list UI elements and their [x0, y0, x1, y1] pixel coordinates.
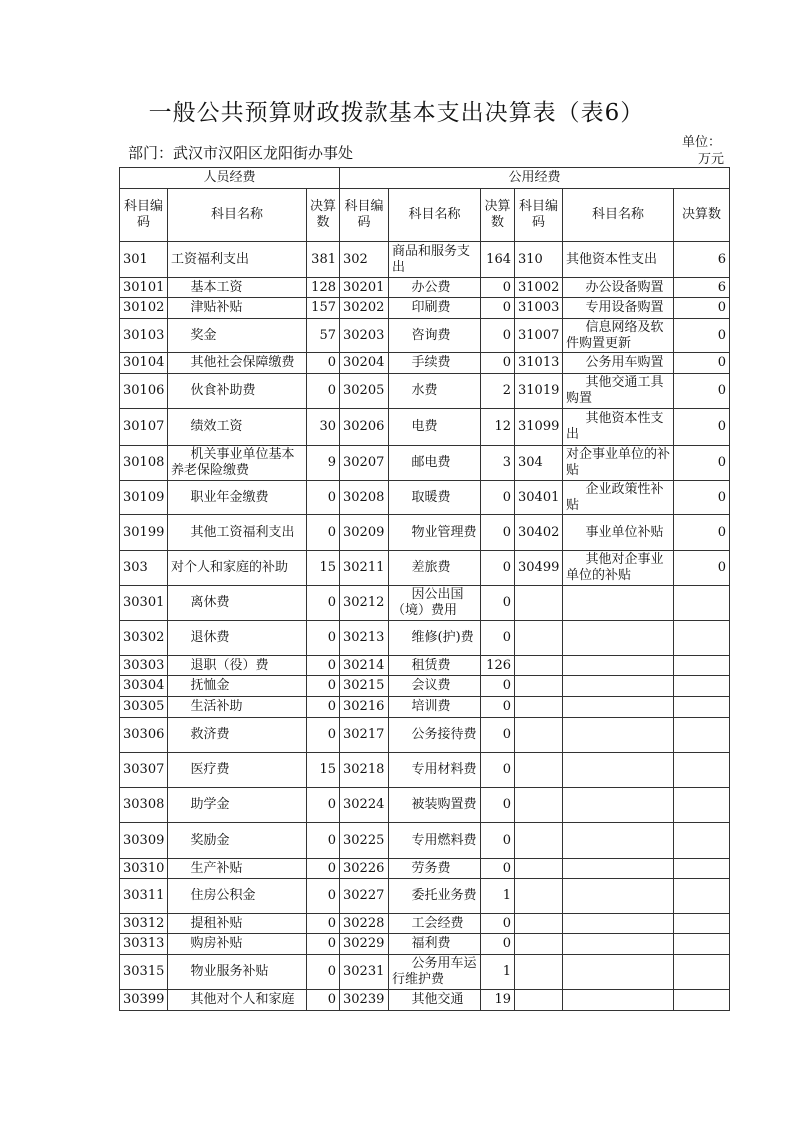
cell-name: 电费	[389, 409, 481, 446]
cell-code: 30101	[120, 278, 168, 298]
cell-amount: 15	[307, 753, 340, 788]
cell-amount: 0	[674, 551, 730, 586]
table-row	[120, 823, 730, 859]
cell-code: 30201	[340, 278, 389, 298]
table-row	[120, 278, 730, 298]
cell-name: 其他工资福利支出	[168, 515, 307, 551]
cell-amount: 0	[307, 859, 340, 879]
table-row	[120, 319, 730, 353]
cell-code: 30225	[340, 823, 389, 859]
cell-name: 奖励金	[168, 823, 307, 859]
cell-code	[515, 788, 563, 823]
cell-name: 办公费	[389, 278, 481, 298]
cell-amount: 0	[307, 515, 340, 551]
table-row	[120, 374, 730, 409]
cell-name: 助学金	[168, 788, 307, 823]
cell-amount: 0	[481, 621, 515, 656]
cell-name: 福利费	[389, 934, 481, 955]
cell-code: 30301	[120, 586, 168, 621]
cell-code: 30106	[120, 374, 168, 409]
cell-name: 租赁费	[389, 656, 481, 676]
cell-code	[515, 586, 563, 621]
cell-code: 30102	[120, 298, 168, 319]
table-row	[120, 621, 730, 656]
group-header-personnel: 人员经费	[120, 168, 340, 189]
cell-name: 工会经费	[389, 914, 481, 934]
cell-code: 30226	[340, 859, 389, 879]
cell-amount: 0	[307, 955, 340, 990]
cell-code: 30216	[340, 697, 389, 718]
table-row	[120, 859, 730, 879]
cell-amount: 0	[307, 914, 340, 934]
cell-name: 机关事业单位基本养老保险缴费	[168, 446, 307, 481]
cell-amount: 128	[307, 278, 340, 298]
cell-amount: 0	[674, 353, 730, 374]
cell-name	[563, 656, 674, 676]
cell-amount: 381	[307, 242, 340, 278]
cell-amount: 0	[307, 697, 340, 718]
cell-code: 302	[340, 242, 389, 278]
cell-name: 绩效工资	[168, 409, 307, 446]
col-header-amount: 决算数	[674, 189, 730, 242]
table-row	[120, 934, 730, 955]
cell-code: 30402	[515, 515, 563, 551]
cell-code: 30228	[340, 914, 389, 934]
cell-amount: 0	[481, 515, 515, 551]
cell-amount: 0	[307, 586, 340, 621]
cell-code: 303	[120, 551, 168, 586]
table-row	[120, 955, 730, 990]
table-row	[120, 879, 730, 914]
table-row	[120, 676, 730, 697]
cell-name: 公务接待费	[389, 718, 481, 753]
cell-amount: 0	[307, 718, 340, 753]
cell-amount: 0	[674, 374, 730, 409]
cell-code: 30199	[120, 515, 168, 551]
col-header-code: 科目编码	[340, 189, 389, 242]
cell-code: 30304	[120, 676, 168, 697]
cell-amount: 0	[307, 676, 340, 697]
cell-name: 对企事业单位的补贴	[563, 446, 674, 481]
cell-code	[515, 955, 563, 990]
cell-amount: 126	[481, 656, 515, 676]
cell-name: 提租补贴	[168, 914, 307, 934]
cell-name: 津贴补贴	[168, 298, 307, 319]
cell-name: 专用材料费	[389, 753, 481, 788]
cell-amount: 0	[481, 753, 515, 788]
cell-code: 30103	[120, 319, 168, 353]
cell-code: 30202	[340, 298, 389, 319]
cell-code	[515, 859, 563, 879]
table-row	[120, 718, 730, 753]
page-title: 一般公共预算财政拨款基本支出决算表（表6）	[148, 100, 645, 126]
cell-amount: 0	[481, 676, 515, 697]
col-header-name: 科目名称	[168, 189, 307, 242]
cell-code: 30224	[340, 788, 389, 823]
cell-amount: 0	[307, 656, 340, 676]
cell-amount	[674, 823, 730, 859]
cell-amount: 0	[307, 621, 340, 656]
cell-amount	[674, 753, 730, 788]
col-header-name: 科目名称	[563, 189, 674, 242]
cell-name: 其他对企事业单位的补贴	[563, 551, 674, 586]
cell-amount	[674, 586, 730, 621]
cell-name	[563, 990, 674, 1011]
cell-amount: 30	[307, 409, 340, 446]
cell-amount: 0	[307, 481, 340, 515]
cell-code	[515, 697, 563, 718]
cell-code	[515, 990, 563, 1011]
cell-name	[563, 621, 674, 656]
cell-amount: 1	[481, 879, 515, 914]
cell-name: 劳务费	[389, 859, 481, 879]
cell-amount: 19	[481, 990, 515, 1011]
table-row	[120, 481, 730, 515]
cell-code: 30209	[340, 515, 389, 551]
table-row	[120, 446, 730, 481]
cell-amount: 0	[481, 278, 515, 298]
cell-code: 30217	[340, 718, 389, 753]
cell-name: 其他社会保障缴费	[168, 353, 307, 374]
cell-name	[563, 955, 674, 990]
cell-code: 30213	[340, 621, 389, 656]
cell-name	[563, 859, 674, 879]
cell-code: 30313	[120, 934, 168, 955]
cell-code: 30214	[340, 656, 389, 676]
table-row	[120, 753, 730, 788]
cell-code: 31013	[515, 353, 563, 374]
cell-name	[563, 788, 674, 823]
cell-name: 企业政策性补贴	[563, 481, 674, 515]
cell-amount: 0	[307, 879, 340, 914]
unit-label	[682, 134, 724, 168]
cell-name: 医疗费	[168, 753, 307, 788]
table-body	[120, 242, 730, 1011]
cell-name	[563, 718, 674, 753]
cell-amount: 0	[481, 859, 515, 879]
cell-code: 30108	[120, 446, 168, 481]
cell-name: 咨询费	[389, 319, 481, 353]
expenditure-table	[119, 167, 730, 1011]
cell-code: 30312	[120, 914, 168, 934]
cell-amount: 0	[481, 353, 515, 374]
cell-code: 31007	[515, 319, 563, 353]
cell-code: 30231	[340, 955, 389, 990]
table-row	[120, 242, 730, 278]
cell-code: 30218	[340, 753, 389, 788]
cell-code	[515, 656, 563, 676]
cell-code: 30205	[340, 374, 389, 409]
cell-code: 30212	[340, 586, 389, 621]
col-header-name: 科目名称	[389, 189, 481, 242]
table-row	[120, 586, 730, 621]
cell-amount: 0	[674, 409, 730, 446]
cell-name: 离休费	[168, 586, 307, 621]
cell-name: 差旅费	[389, 551, 481, 586]
cell-amount	[674, 697, 730, 718]
cell-amount: 6	[674, 242, 730, 278]
cell-name: 其他交通工具购置	[563, 374, 674, 409]
cell-name: 生产补贴	[168, 859, 307, 879]
cell-amount: 12	[481, 409, 515, 446]
cell-code: 30306	[120, 718, 168, 753]
cell-amount: 15	[307, 551, 340, 586]
cell-amount: 9	[307, 446, 340, 481]
cell-amount: 164	[481, 242, 515, 278]
cell-name: 生活补助	[168, 697, 307, 718]
cell-amount: 0	[481, 551, 515, 586]
cell-amount: 0	[481, 914, 515, 934]
cell-amount: 0	[481, 823, 515, 859]
cell-amount: 1	[481, 955, 515, 990]
cell-amount: 0	[481, 481, 515, 515]
cell-code: 30208	[340, 481, 389, 515]
cell-code: 31099	[515, 409, 563, 446]
cell-code: 30109	[120, 481, 168, 515]
cell-name: 退职（役）费	[168, 656, 307, 676]
cell-code	[515, 753, 563, 788]
cell-code: 30215	[340, 676, 389, 697]
cell-code: 301	[120, 242, 168, 278]
cell-name	[563, 823, 674, 859]
cell-name: 对个人和家庭的补助	[168, 551, 307, 586]
cell-name: 商品和服务支出	[389, 242, 481, 278]
cell-name: 公务用车购置	[563, 353, 674, 374]
cell-code: 31002	[515, 278, 563, 298]
cell-code: 30239	[340, 990, 389, 1011]
cell-name: 物业管理费	[389, 515, 481, 551]
cell-code: 30303	[120, 656, 168, 676]
cell-amount: 0	[307, 788, 340, 823]
cell-amount	[674, 934, 730, 955]
cell-code: 30315	[120, 955, 168, 990]
cell-amount: 0	[674, 481, 730, 515]
cell-name: 专用设备购置	[563, 298, 674, 319]
cell-name: 伙食补助费	[168, 374, 307, 409]
cell-name: 被装购置费	[389, 788, 481, 823]
cell-code	[515, 823, 563, 859]
cell-code	[515, 718, 563, 753]
cell-name: 委托业务费	[389, 879, 481, 914]
cell-amount	[674, 676, 730, 697]
cell-amount: 0	[481, 697, 515, 718]
cell-name: 因公出国（境）费用	[389, 586, 481, 621]
cell-code: 30204	[340, 353, 389, 374]
cell-name: 会议费	[389, 676, 481, 697]
cell-code: 30229	[340, 934, 389, 955]
cell-code: 310	[515, 242, 563, 278]
cell-amount	[674, 621, 730, 656]
cell-code: 31003	[515, 298, 563, 319]
table-row	[120, 409, 730, 446]
cell-code: 31019	[515, 374, 563, 409]
table-row	[120, 515, 730, 551]
cell-name: 办公设备购置	[563, 278, 674, 298]
col-header-code: 科目编码	[120, 189, 168, 242]
cell-name	[563, 879, 674, 914]
cell-amount	[674, 788, 730, 823]
cell-code: 30302	[120, 621, 168, 656]
cell-name	[563, 934, 674, 955]
cell-amount	[674, 914, 730, 934]
cell-code: 30310	[120, 859, 168, 879]
cell-name	[563, 697, 674, 718]
cell-amount: 0	[307, 823, 340, 859]
cell-name: 信息网络及软件购置更新	[563, 319, 674, 353]
group-header-public: 公用经费	[340, 168, 730, 189]
cell-amount: 0	[674, 446, 730, 481]
cell-amount: 0	[307, 353, 340, 374]
table-row	[120, 697, 730, 718]
table-row	[120, 353, 730, 374]
cell-amount: 0	[307, 374, 340, 409]
cell-code: 30308	[120, 788, 168, 823]
cell-code: 30305	[120, 697, 168, 718]
cell-name: 职业年金缴费	[168, 481, 307, 515]
cell-name: 公务用车运行维护费	[389, 955, 481, 990]
cell-name: 其他交通	[389, 990, 481, 1011]
cell-name: 救济费	[168, 718, 307, 753]
cell-name: 水费	[389, 374, 481, 409]
cell-amount: 157	[307, 298, 340, 319]
cell-code	[515, 934, 563, 955]
cell-name: 工资福利支出	[168, 242, 307, 278]
cell-name	[563, 914, 674, 934]
department-label: 部门：武汉市汉阳区龙阳街办事处	[128, 144, 354, 162]
cell-code: 30227	[340, 879, 389, 914]
col-header-amount: 决算数	[481, 189, 515, 242]
cell-name: 购房补贴	[168, 934, 307, 955]
cell-amount: 0	[307, 990, 340, 1011]
cell-name: 奖金	[168, 319, 307, 353]
cell-name: 事业单位补贴	[563, 515, 674, 551]
cell-name: 取暖费	[389, 481, 481, 515]
cell-amount: 2	[481, 374, 515, 409]
cell-amount: 0	[481, 586, 515, 621]
table-row	[120, 990, 730, 1011]
cell-name: 物业服务补贴	[168, 955, 307, 990]
cell-amount: 6	[674, 278, 730, 298]
cell-name	[563, 753, 674, 788]
cell-code: 30307	[120, 753, 168, 788]
unit-label-prefix: 单位：	[682, 135, 722, 150]
cell-amount	[674, 656, 730, 676]
cell-name: 印刷费	[389, 298, 481, 319]
cell-code: 30311	[120, 879, 168, 914]
cell-amount: 0	[674, 515, 730, 551]
cell-amount	[674, 955, 730, 990]
cell-amount: 3	[481, 446, 515, 481]
col-header-code: 科目编码	[515, 189, 563, 242]
column-header-row	[120, 189, 730, 242]
table-row	[120, 551, 730, 586]
cell-amount: 0	[481, 934, 515, 955]
cell-code: 30107	[120, 409, 168, 446]
cell-name: 抚恤金	[168, 676, 307, 697]
cell-amount: 57	[307, 319, 340, 353]
cell-name: 基本工资	[168, 278, 307, 298]
cell-amount	[674, 859, 730, 879]
table-row	[120, 788, 730, 823]
cell-amount	[674, 879, 730, 914]
table-row	[120, 656, 730, 676]
cell-code: 30206	[340, 409, 389, 446]
cell-code: 30401	[515, 481, 563, 515]
cell-name: 退休费	[168, 621, 307, 656]
cell-code	[515, 879, 563, 914]
group-header-row	[120, 168, 730, 189]
cell-name: 维修(护)费	[389, 621, 481, 656]
cell-amount: 0	[481, 298, 515, 319]
cell-code: 30104	[120, 353, 168, 374]
unit-label-value: 万元	[698, 152, 725, 167]
cell-code: 30203	[340, 319, 389, 353]
cell-name	[563, 676, 674, 697]
cell-name: 其他资本性支出	[563, 409, 674, 446]
cell-amount: 0	[674, 319, 730, 353]
cell-amount	[674, 718, 730, 753]
table-row	[120, 298, 730, 319]
cell-code: 30309	[120, 823, 168, 859]
cell-code: 30499	[515, 551, 563, 586]
cell-code: 304	[515, 446, 563, 481]
cell-name: 手续费	[389, 353, 481, 374]
cell-code	[515, 676, 563, 697]
cell-amount: 0	[481, 718, 515, 753]
cell-name: 专用燃料费	[389, 823, 481, 859]
cell-name: 住房公积金	[168, 879, 307, 914]
cell-name: 邮电费	[389, 446, 481, 481]
cell-amount: 0	[481, 788, 515, 823]
cell-amount: 0	[307, 934, 340, 955]
cell-code	[515, 621, 563, 656]
cell-name	[563, 586, 674, 621]
cell-name: 培训费	[389, 697, 481, 718]
cell-code: 30211	[340, 551, 389, 586]
cell-code: 30399	[120, 990, 168, 1011]
cell-amount	[674, 990, 730, 1011]
cell-name: 其他对个人和家庭	[168, 990, 307, 1011]
cell-code: 30207	[340, 446, 389, 481]
col-header-amount: 决算数	[307, 189, 340, 242]
cell-amount: 0	[674, 298, 730, 319]
cell-amount: 0	[481, 319, 515, 353]
cell-code	[515, 914, 563, 934]
cell-name: 其他资本性支出	[563, 242, 674, 278]
table-row	[120, 914, 730, 934]
